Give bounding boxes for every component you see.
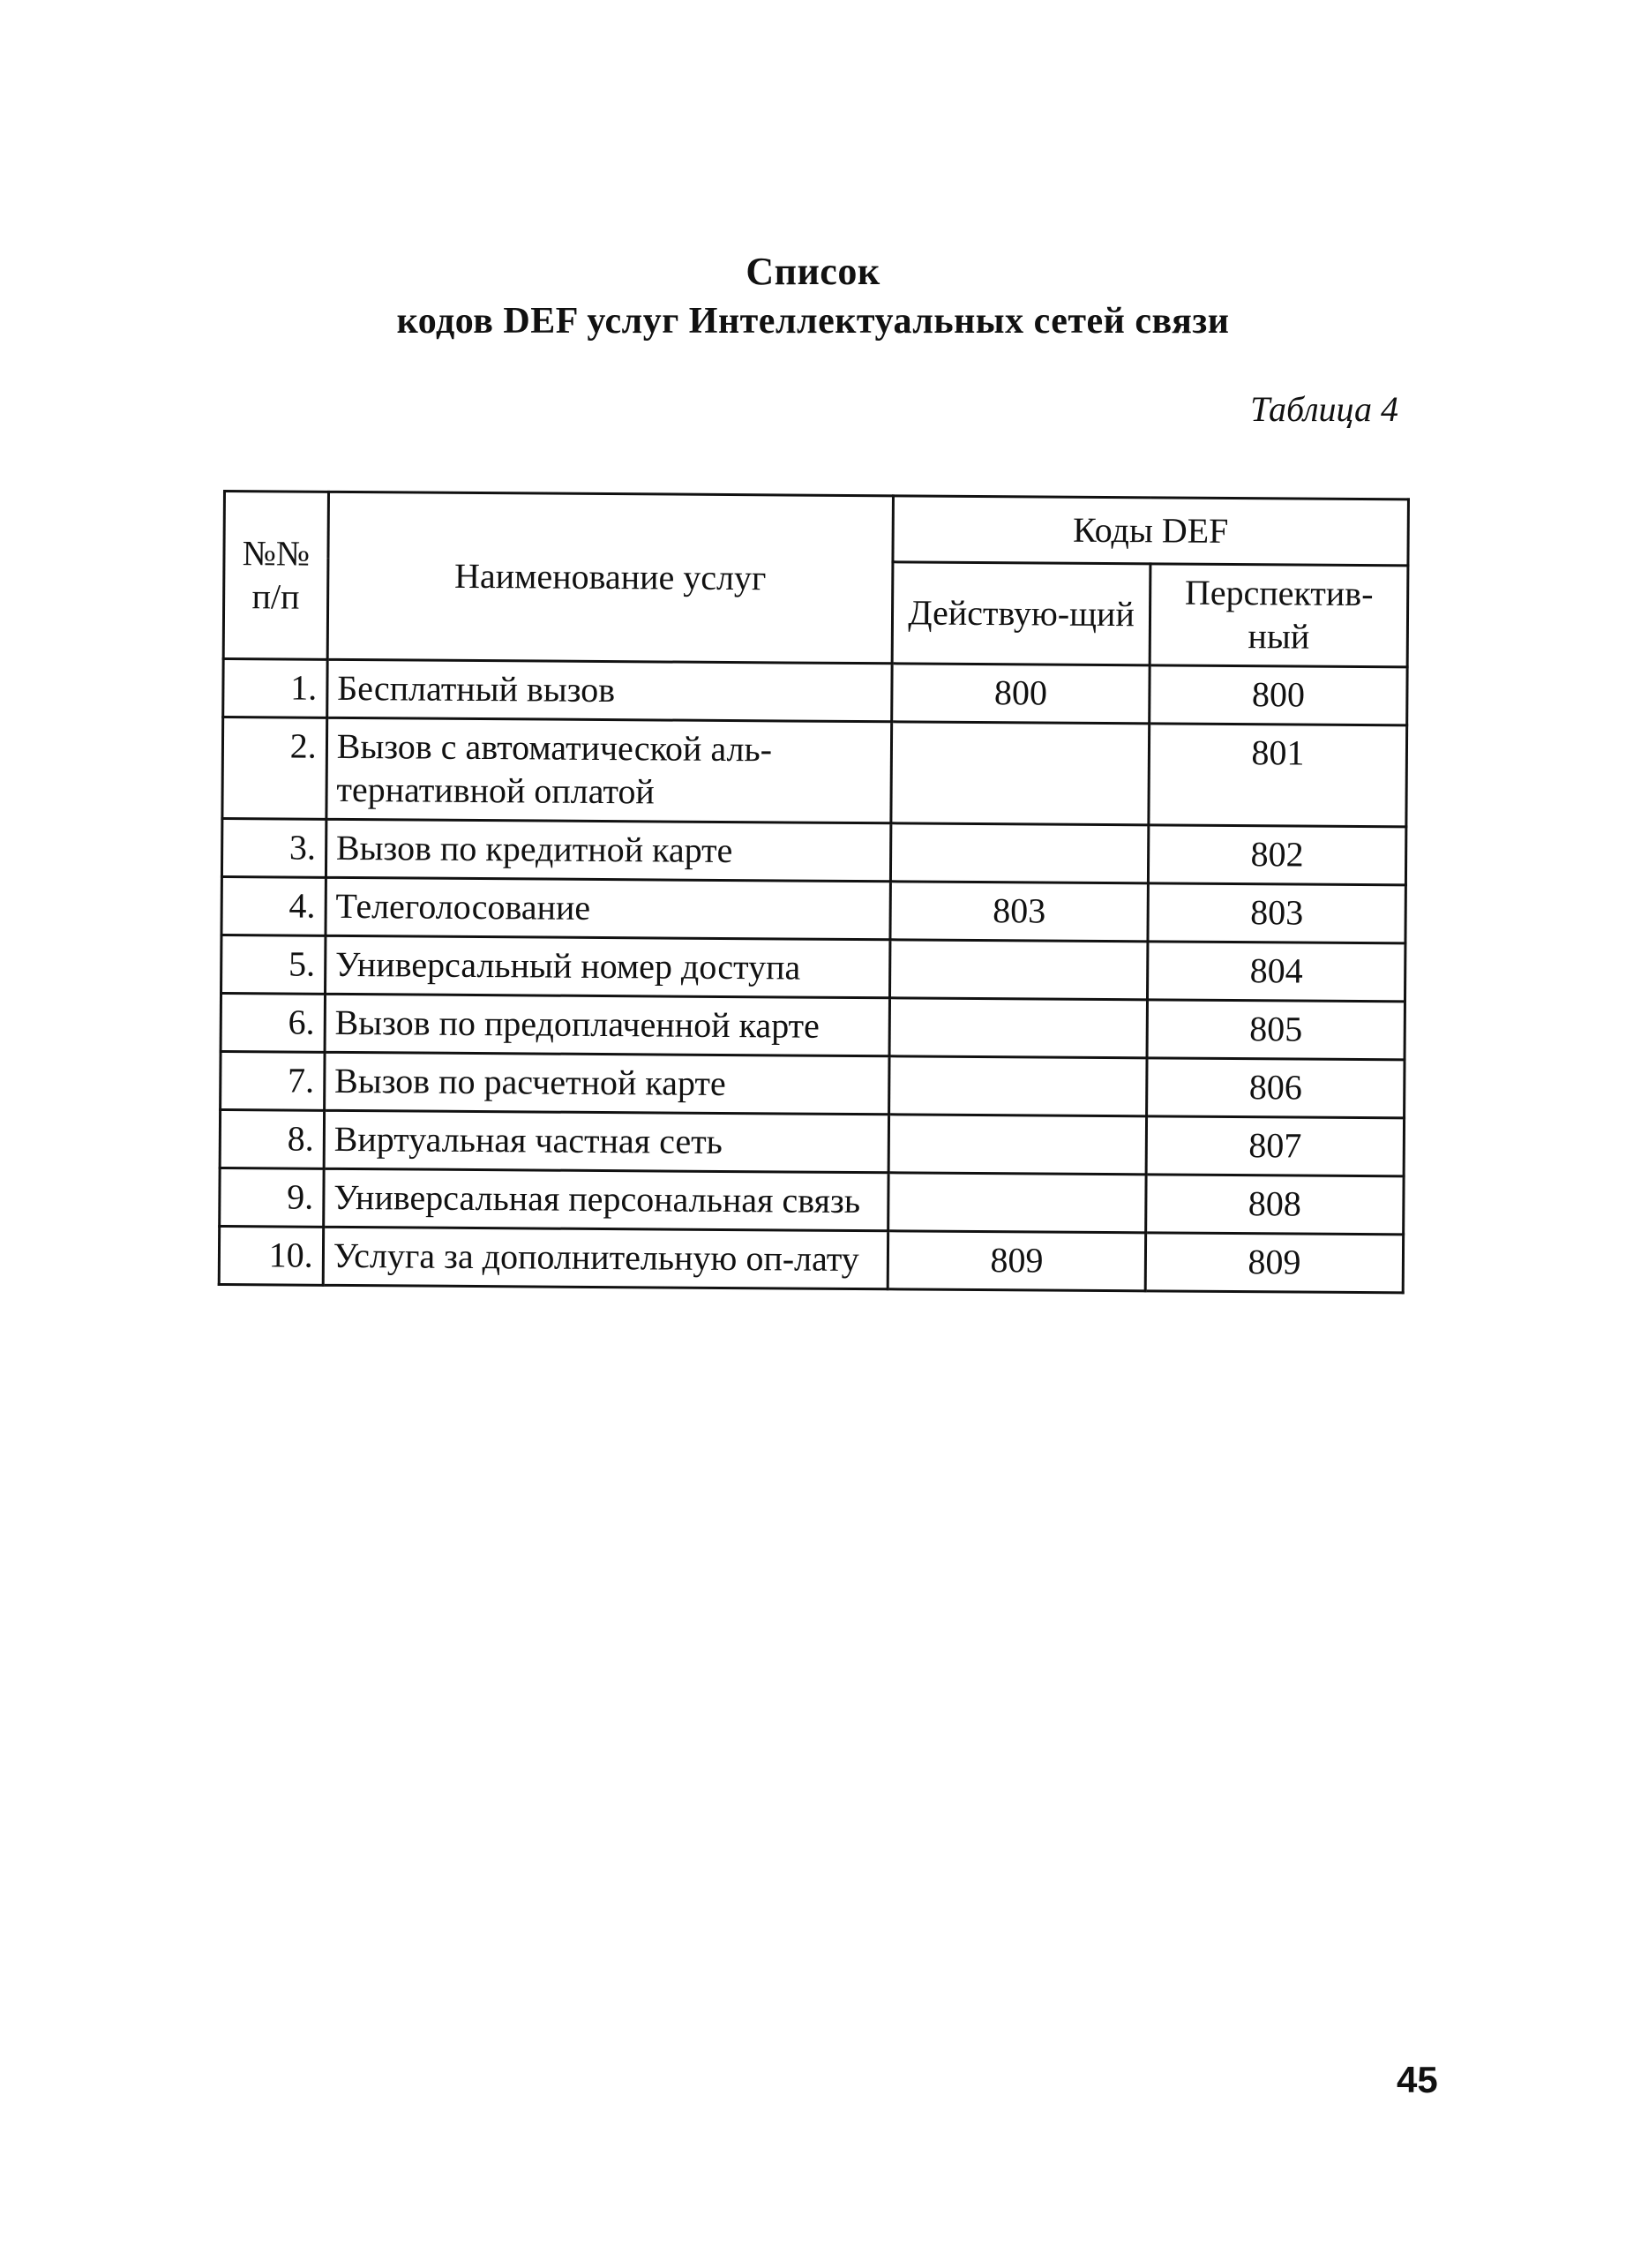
current-code: 809: [888, 1231, 1145, 1291]
current-code: [890, 823, 1148, 883]
perspective-code: 809: [1145, 1233, 1403, 1293]
header-perspective-code: Перспектив-ный: [1150, 564, 1408, 667]
service-name: Вызов с автоматической аль-тернативной оплатой: [326, 717, 892, 822]
service-name: Телеголосование: [326, 877, 891, 939]
header-def-codes: Коды DEF: [893, 496, 1408, 566]
current-code: [890, 940, 1148, 1000]
current-code: [888, 1115, 1146, 1175]
perspective-code: 802: [1148, 825, 1405, 885]
table-body: [219, 659, 1407, 1293]
document-subtitle: кодов DEF услуг Интеллектуальных сетей связи: [396, 301, 1230, 342]
table-row: [221, 935, 1405, 1001]
table-row: [222, 717, 1407, 827]
row-number: 3.: [221, 819, 326, 878]
row-number: 2.: [222, 717, 327, 820]
header-service-name: Наименование услуг: [327, 492, 894, 663]
service-name: Универсальный номер доступа: [325, 935, 890, 997]
table-row: [220, 1168, 1404, 1234]
header-current-code: Действую-щий: [892, 562, 1150, 665]
service-name: Универсальная персональная связь: [323, 1168, 888, 1230]
service-name: Вызов по кредитной карте: [326, 819, 891, 881]
table-label: Таблица 4: [1250, 389, 1398, 429]
table-row: [220, 1109, 1404, 1175]
table-row: [221, 1051, 1405, 1117]
perspective-code: 803: [1148, 883, 1405, 943]
current-code: 803: [890, 882, 1148, 942]
service-name: Вызов по расчетной карте: [324, 1052, 889, 1114]
perspective-code: 804: [1148, 942, 1405, 1002]
current-code: [889, 998, 1147, 1058]
row-number: 1.: [223, 659, 327, 718]
table-row: [219, 1226, 1403, 1292]
row-number: 7.: [221, 1051, 325, 1110]
perspective-code: 800: [1150, 665, 1407, 725]
document-title: Список: [746, 250, 880, 293]
table-row: [221, 993, 1405, 1059]
table-row: [221, 876, 1405, 942]
header-number: №№ п/п: [223, 492, 328, 660]
service-name: Виртуальная частная сеть: [324, 1110, 889, 1172]
page-number: 45: [1397, 2059, 1438, 2100]
perspective-code: 807: [1146, 1116, 1404, 1176]
current-code: [889, 1056, 1147, 1116]
current-code: [891, 722, 1150, 825]
row-number: 9.: [220, 1168, 324, 1227]
row-number: 10.: [219, 1226, 323, 1285]
row-number: 8.: [220, 1109, 324, 1168]
perspective-code: 808: [1146, 1175, 1404, 1235]
perspective-code: 805: [1147, 1000, 1405, 1060]
table-row: [221, 819, 1405, 885]
service-name: Бесплатный вызов: [326, 659, 892, 721]
header-row-1: [224, 492, 1408, 566]
perspective-code: 801: [1149, 724, 1407, 827]
current-code: 800: [892, 664, 1150, 724]
current-code: [888, 1173, 1146, 1233]
row-number: 5.: [221, 935, 326, 994]
row-number: 6.: [221, 993, 325, 1052]
service-name: Вызов по предоплаченной карте: [325, 994, 890, 1055]
perspective-code: 806: [1147, 1058, 1405, 1118]
def-codes-table: [218, 490, 1410, 1294]
table-row: [223, 659, 1407, 725]
row-number: 4.: [221, 876, 326, 935]
table-header: [223, 492, 1408, 667]
service-name: Услуга за дополнительную оп-лату: [323, 1227, 888, 1288]
